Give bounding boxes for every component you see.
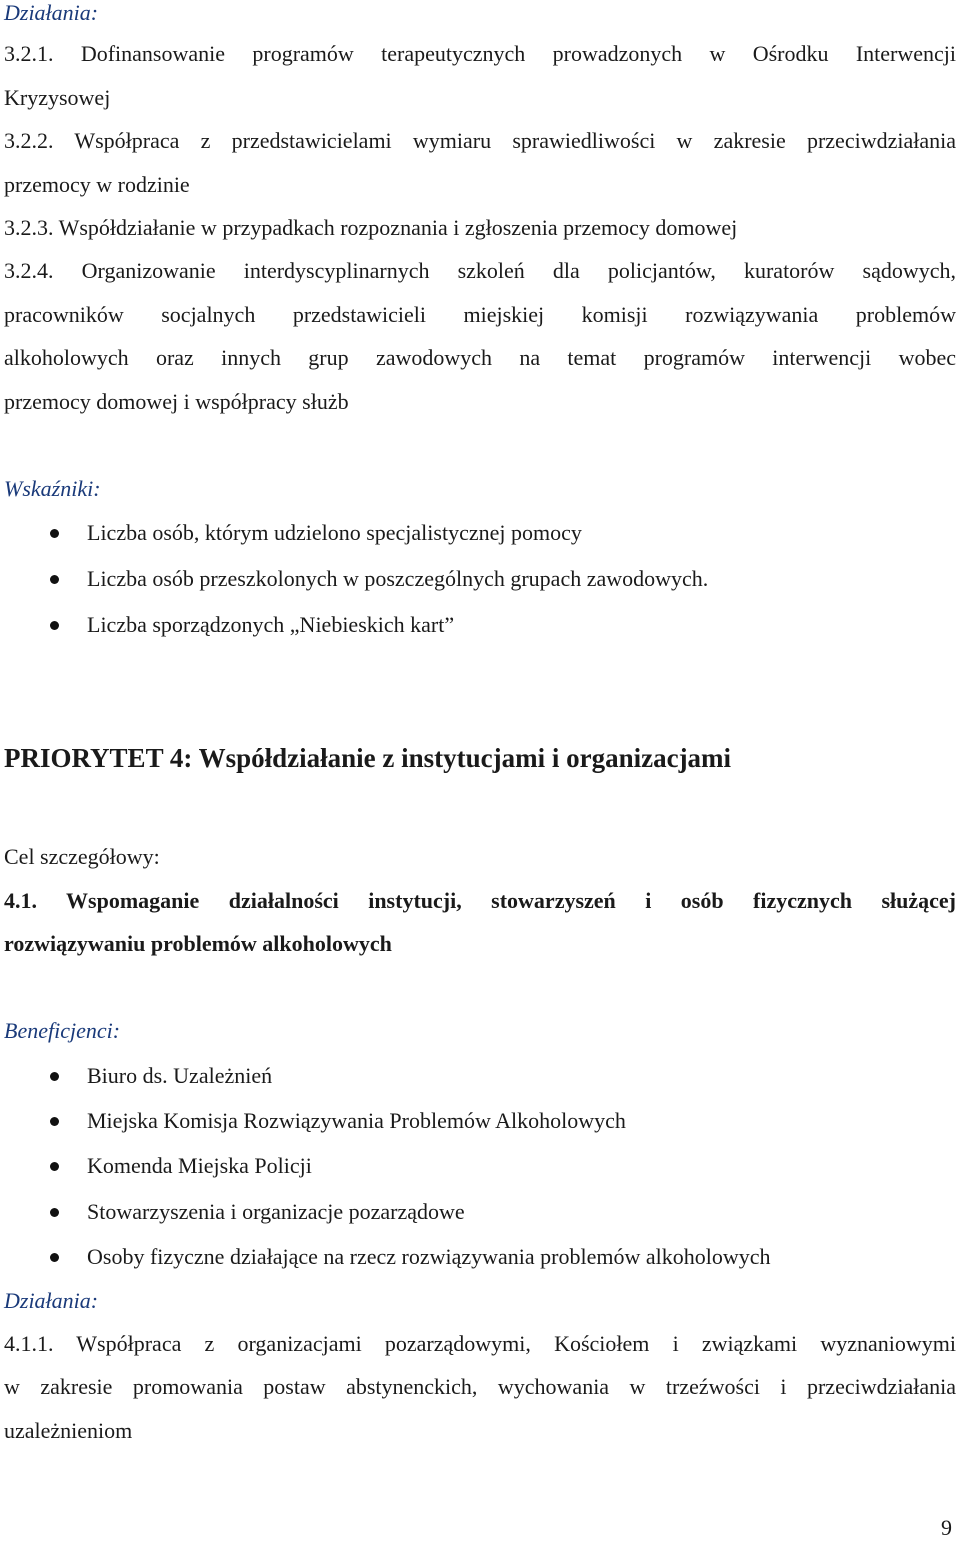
action-3-2-2-line2: przemocy w rodzinie <box>4 172 190 197</box>
goal-line2: rozwiązywaniu problemów alkoholowych <box>4 931 392 956</box>
action-4-1-1-line3: uzależnieniom <box>4 1418 133 1443</box>
section-heading-actions-2: Działania: <box>4 1288 99 1313</box>
bullet-icon <box>50 621 59 630</box>
goal-line1: 4.1. Wspomaganie działalności instytucji, stowarzyszeń i osób fizycznych służącej <box>4 888 956 913</box>
goal-label: Cel szczegółowy: <box>4 844 160 869</box>
section-heading-actions: Działania: <box>4 0 99 25</box>
action-3-2-1-line2: Kryzysowej <box>4 85 111 110</box>
action-3-2-4-line2: pracowników socjalnych przedstawicieli miejskiej komisji rozwiązywania problemów <box>4 302 956 327</box>
bullet-icon <box>50 529 59 538</box>
action-3-2-4-line4: przemocy domowej i współpracy służb <box>4 389 349 414</box>
action-4-1-1-line2: w zakresie promowania postaw abstynenckich, wychowania w trzeźwości i przeciwdziałania <box>4 1374 956 1399</box>
action-3-2-3: 3.2.3. Współdziałanie w przypadkach rozpoznania i zgłoszenia przemocy domowej <box>4 215 738 240</box>
bullet-icon <box>50 575 59 584</box>
action-4-1-1-line1: 4.1.1. Współpraca z organizacjami pozarządowymi, Kościołem i związkami wyznaniowymi <box>4 1331 956 1356</box>
section-heading-beneficiaries: Beneficjenci: <box>4 1018 121 1043</box>
bullet-icon <box>50 1072 59 1081</box>
action-3-2-2-line1: 3.2.2. Współpraca z przedstawicielami wymiaru sprawiedliwości w zakresie przeciwdziałania <box>4 128 956 153</box>
action-3-2-1-line1: 3.2.1. Dofinansowanie programów terapeutycznych prowadzonych w Ośrodku Interwencji <box>4 41 956 66</box>
section-heading-indicators: Wskaźniki: <box>4 476 101 501</box>
priority-title: PRIORYTET 4: Współdziałanie z instytucjami i organizacjami <box>4 743 732 773</box>
bullet-icon <box>50 1117 59 1126</box>
bullet-icon <box>50 1253 59 1262</box>
page-number: 9 <box>941 1515 952 1540</box>
action-3-2-4-line3: alkoholowych oraz innych grup zawodowych na temat programów interwencji wobec <box>4 345 956 370</box>
bullet-icon <box>50 1208 59 1217</box>
bullet-icon <box>50 1162 59 1171</box>
action-3-2-4-line1: 3.2.4. Organizowanie interdyscyplinarnych szkoleń dla policjantów, kuratorów sądowych, <box>4 258 956 283</box>
